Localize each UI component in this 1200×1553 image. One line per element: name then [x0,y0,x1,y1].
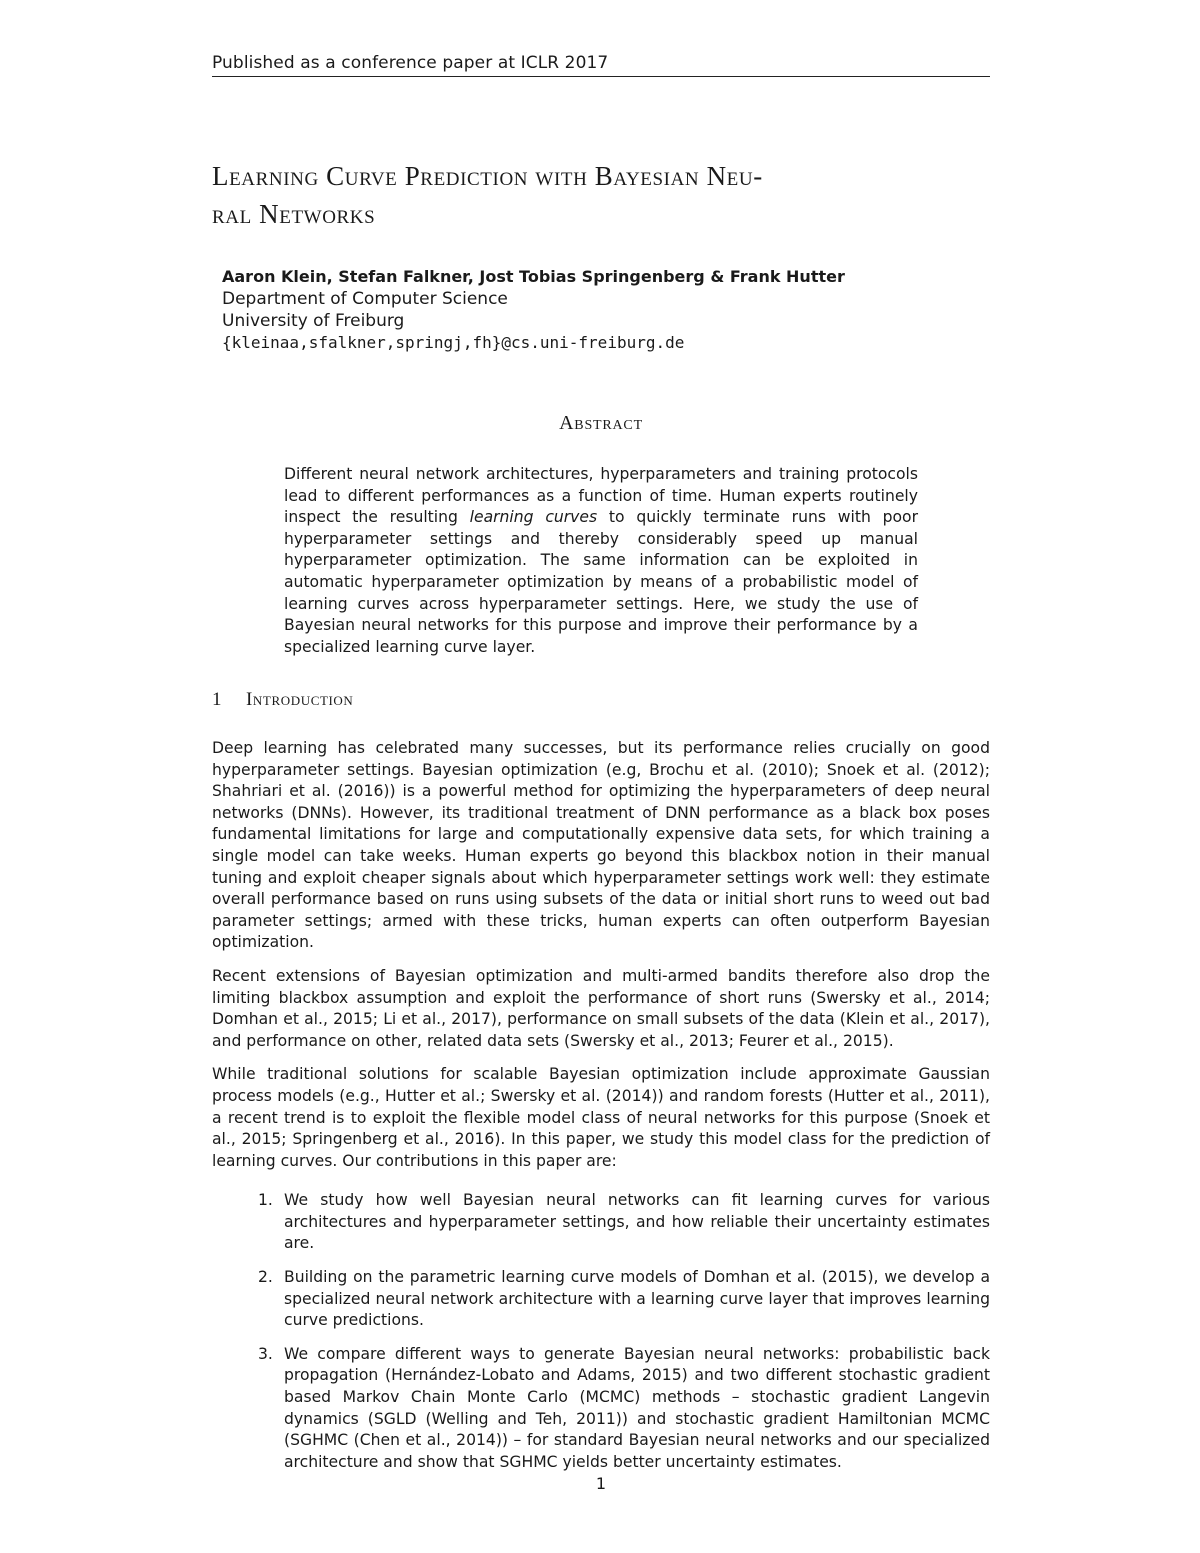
paragraph: While traditional solutions for scalable Bayesian optimization include approximate Gaussian process models (e.g., Hutter et al.; Swersky et al. (2014)) and random forests (Hutter et al., 2011), a recent trend is to exploit the flexible model class of neural networks for this purpose (Snoek et al., 2015; Springenberg et al., 2016). In this paper, we study this model class for the prediction of learning curves. Our contributions in this paper are: [212,1065,990,1170]
author-block [222,266,990,354]
contributions-list [212,1190,990,1473]
list-item [212,1190,990,1255]
list-item [212,1267,990,1332]
list-marker: 2. [258,1268,273,1287]
author-email: {kleinaa,sfalkner,springj,fh}@cs.uni-freiburg.de [222,333,685,352]
section-title: Introduction [246,689,354,710]
section-body [212,738,990,1485]
abstract-text-part-2: to quickly terminate runs with poor hyperparameter settings and thereby considerably speed up manual hyperparameter optimization. The same information can be exploited in automatic hyperparameter optimization by means of a probabilistic model of learning curves across hyperparameter settings. Here, we study the use of Bayesian neural networks for this purpose and improve their performance by a specialized learning curve layer. [284,508,918,656]
list-marker: 3. [258,1344,273,1363]
title-line-2: ral Networks [212,199,376,229]
abstract-emphasis: learning curves [469,508,598,527]
section-heading-introduction [212,688,990,712]
author-department: Department of Computer Science [222,289,508,309]
running-header: Published as a conference paper at ICLR 2017 [212,52,990,77]
section-number: 1 [212,689,223,710]
paragraph: Recent extensions of Bayesian optimization and multi-armed bandits therefore also drop the limiting blackbox assumption and exploit the performance of short runs (Swersky et al., 2014; Domhan et al., 2015; Li et al., 2017), performance on small subsets of the data (Klein et al., 2017), and performance on other, related data sets (Swersky et al., 2013; Feurer et al., 2015). [212,966,990,1050]
list-marker: 1. [258,1191,273,1210]
list-item-text: Building on the parametric learning curve models of Domhan et al. (2015), we develop a specialized neural network architecture with a learning curve layer that improves learning curve predictions. [284,1268,990,1330]
paragraph: Deep learning has celebrated many successes, but its performance relies crucially on good hyperparameter settings. Bayesian optimization (e.g, Brochu et al. (2010); Snoek et al. (2012); Shahriari et al. (2016)) is a powerful method for optimizing the hyperparameters of deep neural networks (DNNs). However, its traditional treatment of DNN performance as a black box poses fundamental limitations for large and computationally expensive data sets, for which training a single model can take weeks. Human experts go beyond this blackbox notion in their manual tuning and exploit cheaper signals about which hyperparameter settings work well: they estimate overall performance based on runs using subsets of the data or initial short runs to weed out bad parameter settings; armed with these tricks, human experts can often outperform Bayesian optimization. [212,739,990,952]
title-line-1: Learning Curve Prediction with Bayesian Neu- [212,161,763,191]
list-item-text: We study how well Bayesian neural networks can fit learning curves for various architectures and hyperparameter settings, and how reliable their uncertainty estimates are. [284,1191,990,1253]
paper-title [212,157,990,233]
list-item [212,1344,990,1474]
author-university: University of Freiburg [222,311,405,331]
page-number: 1 [595,1474,607,1493]
abstract-heading: Abstract [559,412,643,434]
abstract-text [284,464,918,658]
author-names: Aaron Klein, Stefan Falkner, Jost Tobias Springenberg & Frank Hutter [222,267,845,286]
abstract-text-part-1: Different neural network architectures, hyperparameters and training protocols lead to different performances as a function of time. Human experts routinely inspect the resulting [284,465,918,527]
list-item-text: We compare different ways to generate Bayesian neural networks: probabilistic back propagation (Hernández-Lobato and Adams, 2015) and two different stochastic gradient based Markov Chain Monte Carlo (MCMC) methods – stochastic gradient Langevin dynamics (SGLD (Welling and Teh, 2011)) and stochastic gradient Hamiltonian MCMC (SGHMC (Chen et al., 2014)) – for standard Bayesian neural networks and our specialized architecture and show that SGHMC yields better uncertainty estimates. [284,1344,990,1471]
